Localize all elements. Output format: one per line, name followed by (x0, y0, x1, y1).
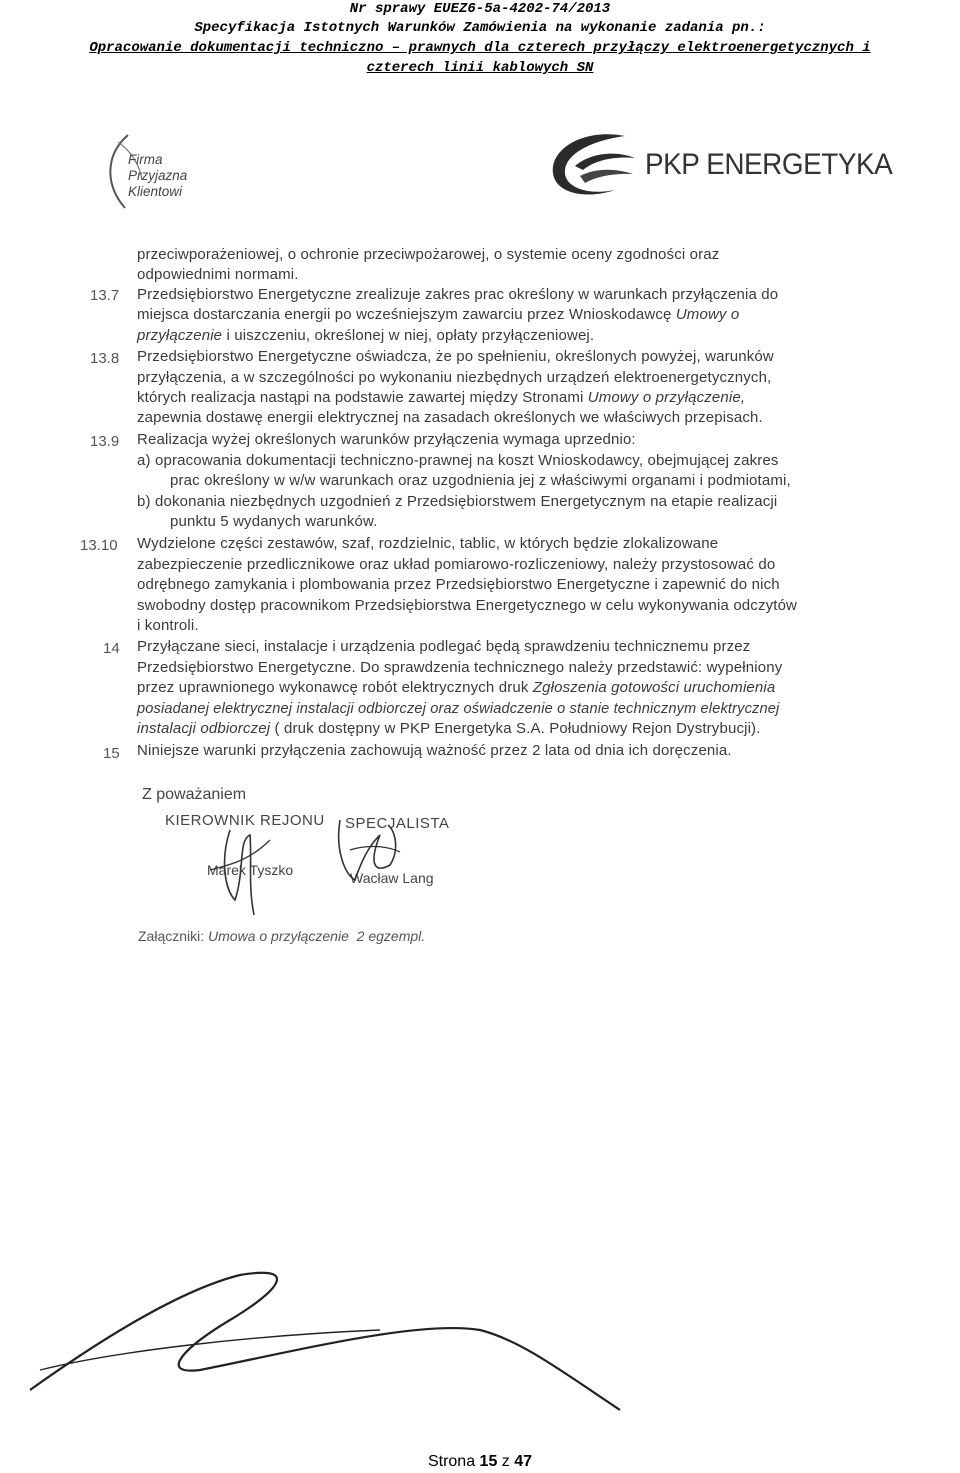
item-13-10-line2: zabezpieczenie przedlicznikowe oraz układ pomiarowo-rozliczeniowy, należy przystosować do (137, 556, 776, 573)
item-14-line3-italic: Zgłoszenia gotowości uruchomienia (532, 679, 776, 696)
item-number-13-7: 13.7 (90, 287, 120, 304)
left-signatory-name: Marek Tyszko (207, 862, 294, 878)
closing-greeting: Z poważaniem (142, 786, 247, 803)
item-13-7-line2-italic: Umowy o (675, 306, 740, 323)
page-initials-signature (0, 1250, 960, 1430)
task-title-line2 (0, 58, 960, 78)
item-13-7-line1: Przedsiębiorstwo Energetyczne zrealizuje zakres prac określony w warunkach przyłączenia do (137, 286, 779, 303)
item-number-14: 14 (103, 640, 120, 657)
pkp-energetyka-logo-mark (545, 128, 640, 203)
item-13-8-line3 (137, 388, 745, 409)
case-number: Nr sprawy EUEZ6-5a-4202-74/2013 (349, 1, 611, 17)
ffk-line1: Firma (128, 152, 163, 167)
item-13-10-line3: odrębnego zamykania i plombowania przez Przedsiębiorstwo Energetyczne i zapewnić do nich (137, 576, 780, 593)
continuation-line-1: przeciwporażeniowej, o ochronie przeciwpożarowej, o systemie oceny zgodności oraz (137, 246, 720, 263)
item-13-10-line5: i kontroli. (137, 617, 199, 634)
ffk-line3: Klientowi (128, 184, 183, 199)
attachments-label: Załączniki: (138, 928, 205, 944)
item-13-8-line4: zapewnia dostawę energii elektrycznej na zasadach określonych we właściwych przepisach. (137, 409, 763, 426)
ffk-logo-text (128, 152, 187, 200)
item-13-7-line3 (137, 326, 594, 347)
spec-title (0, 19, 960, 38)
item-13-9-line4: b) dokonania niezbędnych uzgodnień z Przedsiębiorstwem Energetycznym na etapie realizacji (137, 493, 778, 510)
item-13-8-line3-text: których realizacja nastąpi na podstawie zawartej między Stronami (137, 389, 584, 406)
task-title-line1 (0, 38, 960, 58)
item-14-line4: posiadanej elektrycznej instalacji odbiorczej oraz oświadczenie o stanie technicznym elektrycznej (137, 701, 780, 717)
item-14-line5-text: ( druk dostępny w PKP Energetyka S.A. Południowy Rejon Dystrybucji). (274, 720, 761, 737)
item-number-15: 15 (103, 745, 120, 762)
item-13-8-line1: Przedsiębiorstwo Energetyczne oświadcza, że po spełnieniu, określonych powyżej, warunków (137, 348, 774, 365)
attachments-title: Umowa o przyłączenie (208, 928, 349, 944)
attachments-line (138, 928, 425, 944)
item-13-7-line3-text: i uiszczeniu, określonej w niej, opłaty przyłączeniowej. (226, 327, 595, 344)
continuation-line-2: odpowiednimi normami. (137, 266, 299, 283)
ffk-line2: Przyjazna (128, 168, 188, 183)
item-14-line3 (137, 678, 775, 699)
document-header (0, 0, 960, 78)
item-13-9-line1: Realizacja wyżej określonych warunków przyłączenia wymaga uprzednio: (137, 431, 636, 448)
item-14-line1: Przyłączane sieci, instalacje i urządzenia podlegać będą sprawdzeniu technicznemu przez (137, 638, 751, 655)
item-13-9-line5: punktu 5 wydanych warunków. (170, 513, 378, 530)
item-13-10-line1: Wydzielone części zestawów, szaf, rozdzielnic, tablic, w których będzie zlokalizowane (137, 535, 719, 552)
item-13-9-line2: a) opracowania dokumentacji techniczno-prawnej na koszt Wnioskodawcy, obejmującej zakres (137, 452, 779, 469)
item-13-7-line2-text: miejsca dostarczania energii po wcześniejszym zawarciu przez Wnioskodawcę (137, 306, 672, 323)
item-13-10-line4: swobodny dostęp pracownikom Przedsiębiorstwa Energetycznego w celu wykonywania odczytów (137, 597, 798, 614)
right-signatory-name: Wacław Lang (350, 870, 434, 886)
page-footer (0, 1453, 960, 1471)
attachments-count: 2 egzempl. (356, 928, 426, 944)
left-signatory-title: KIEROWNIK REJONU (165, 812, 325, 829)
item-number-13-10: 13.10 (80, 537, 118, 554)
item-13-8-line3-italic: Umowy o przyłączenie, (587, 389, 746, 406)
item-14-line3-text: przez uprawnionego wykonawcę robót elektrycznych druk (137, 679, 529, 696)
item-13-7-line3-italic: przyłączenie (137, 327, 223, 344)
item-14-line5-italic: instalacji odbiorczej (137, 720, 271, 737)
spec-title-text: Specyfikacja Istotnych Warunków Zamówienia na wykonanie zadania pn.: (194, 20, 766, 36)
right-signatory-title: SPECJALISTA (345, 815, 450, 832)
item-13-7-line2 (137, 305, 739, 326)
item-13-9-line3: prac określony w w/w warunkach oraz uzgodnienia jej z właściwymi organami i podmiotami, (170, 472, 791, 489)
footer-total-pages: 47 (514, 1453, 533, 1470)
task-title-text-2: czterech linii kablowych SN (366, 60, 594, 76)
task-title-text-1: Opracowanie dokumentacji techniczno – prawnych dla czterech przyłączy elektroenergetycznych i (89, 40, 871, 56)
footer-page-number: 15 (479, 1453, 498, 1470)
item-number-13-9: 13.9 (90, 433, 120, 450)
item-15-line1: Niniejsze warunki przyłączenia zachowują ważność przez 2 lata od dnia ich doręczenia. (137, 742, 732, 759)
handwritten-signatures (190, 810, 450, 920)
pkp-energetyka-name: PKP ENERGETYKA (645, 148, 893, 181)
footer-of: z (501, 1453, 510, 1470)
item-14-line5 (137, 719, 761, 740)
footer-label: Strona (427, 1453, 476, 1470)
item-14-line2: Przedsiębiorstwo Energetyczne. Do sprawdzenia technicznego należy przedstawić: wypełniony (137, 659, 783, 676)
item-number-13-8: 13.8 (90, 350, 120, 367)
item-13-8-line2: przyłączenia, a w szczególności po wykonaniu niezbędnych urządzeń elektroenergetycznych, (137, 369, 772, 386)
